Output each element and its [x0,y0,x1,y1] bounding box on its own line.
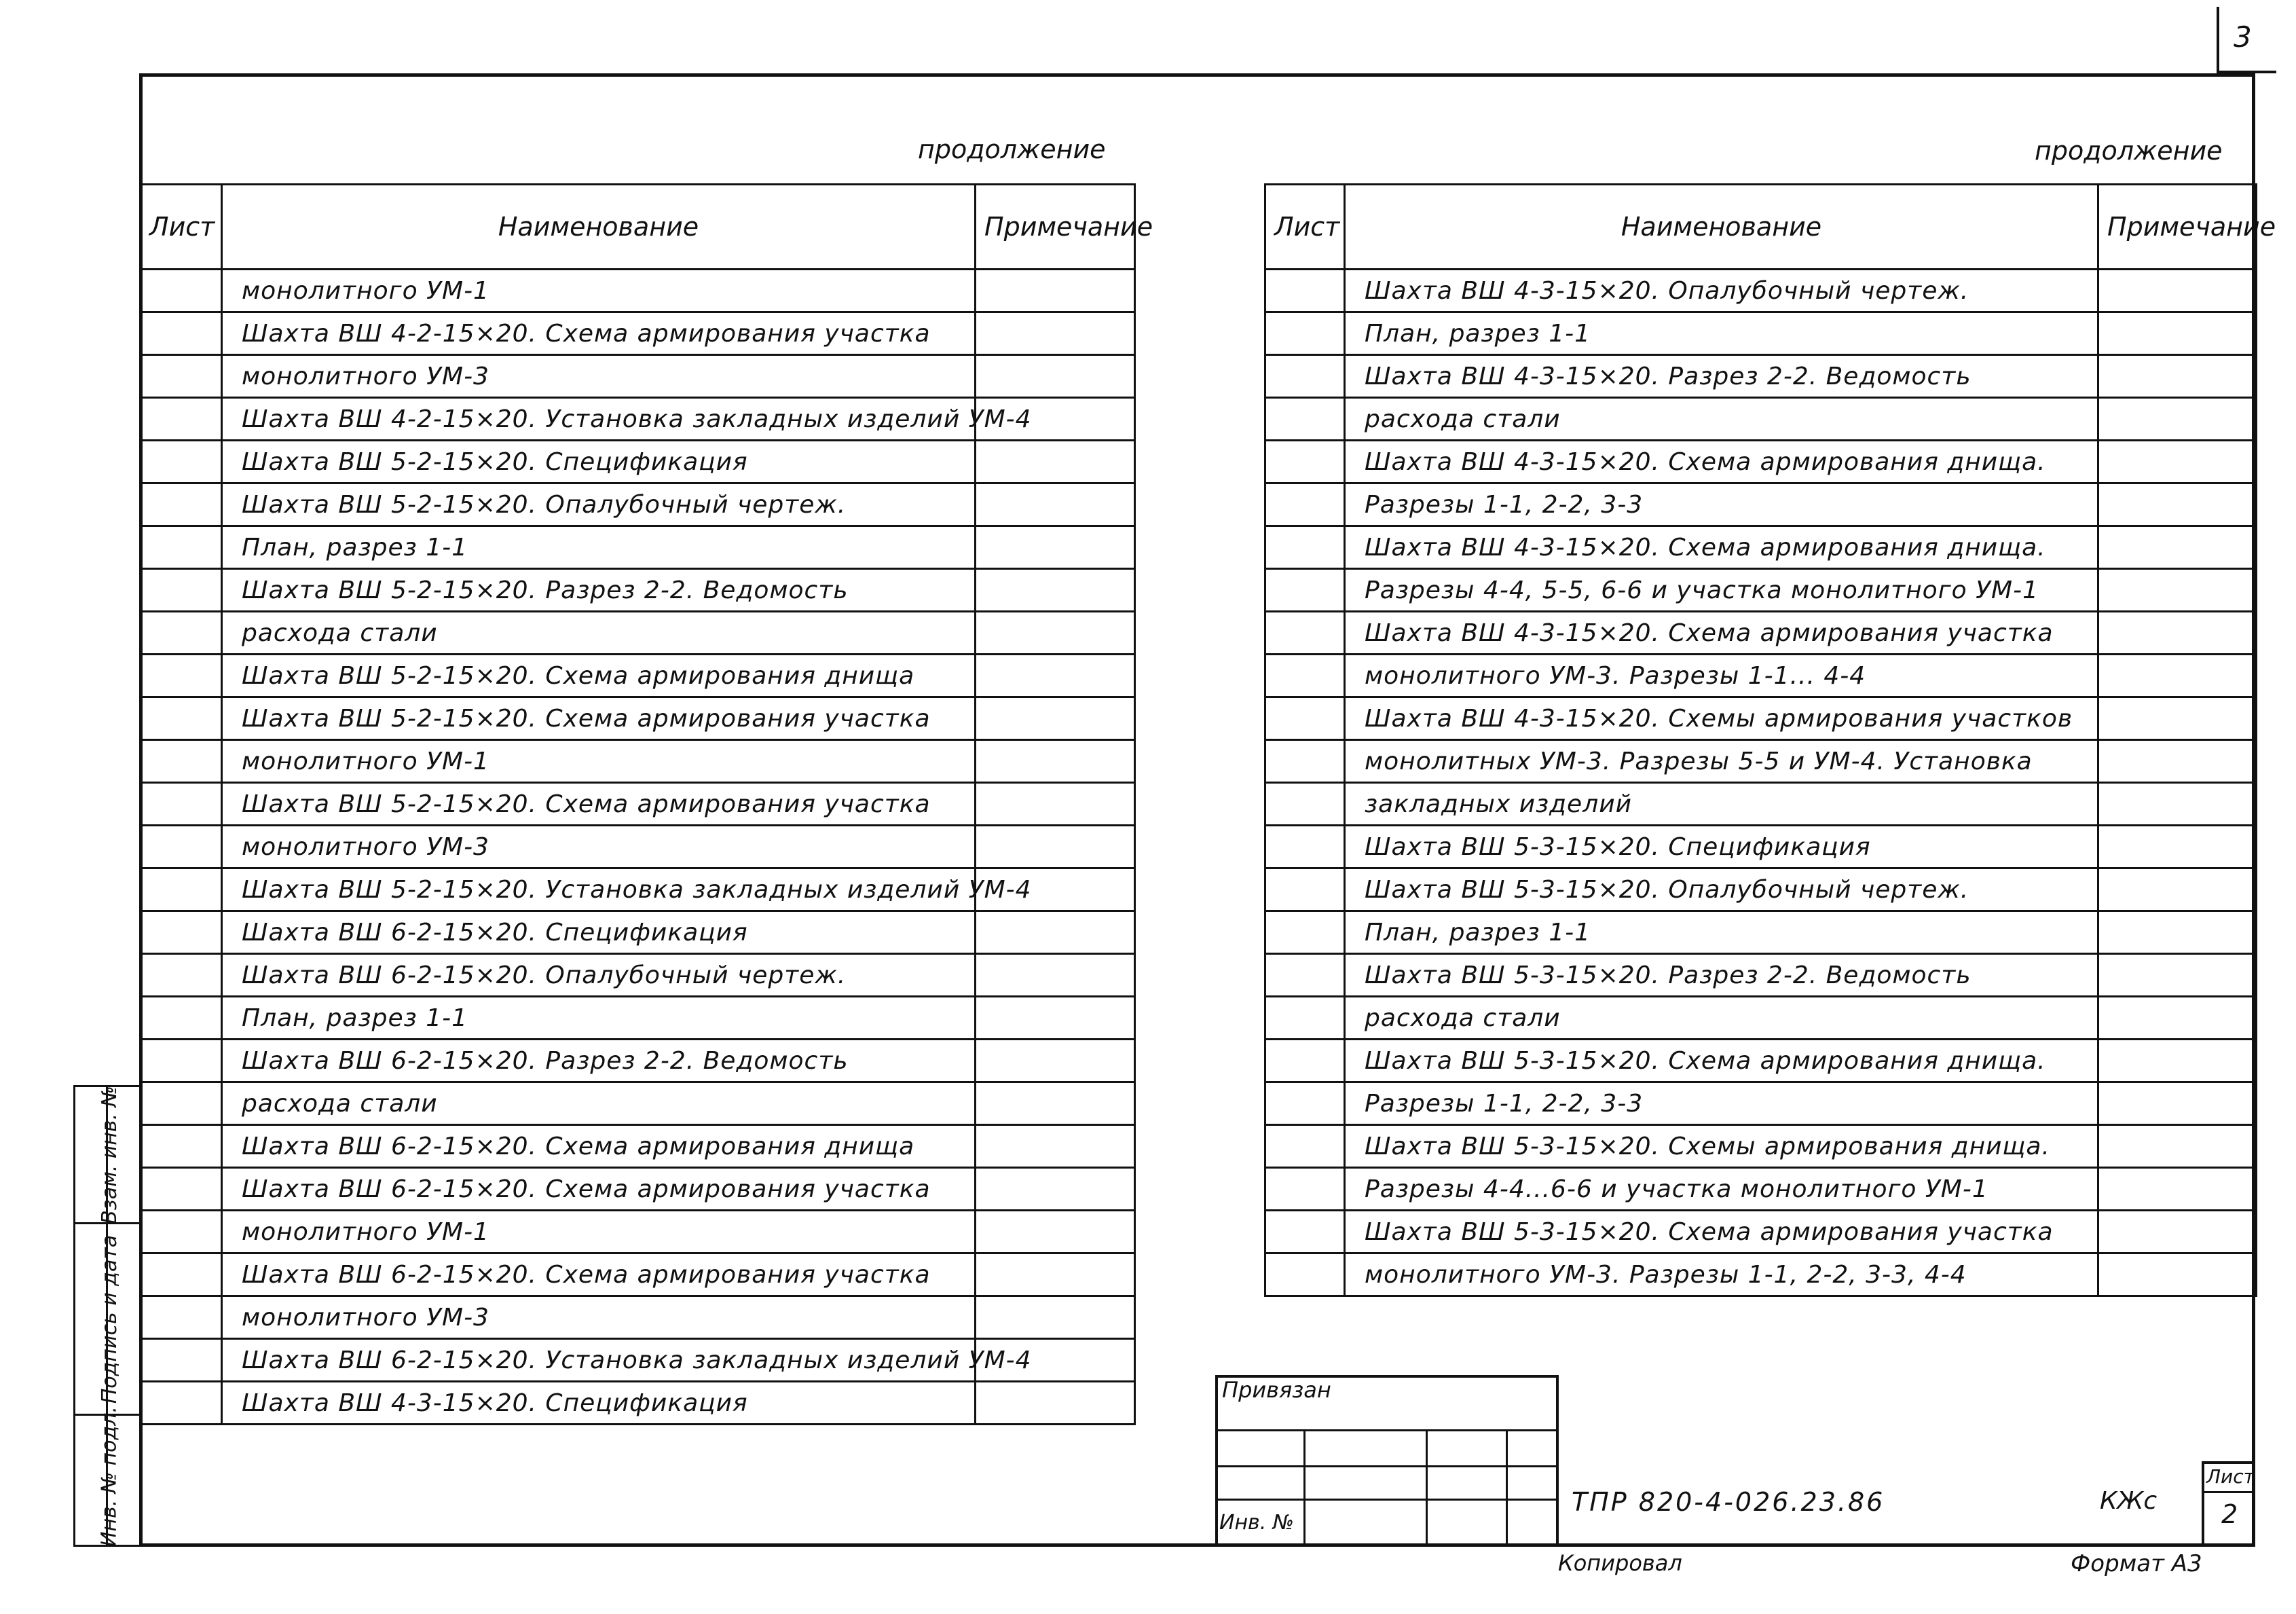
cell-sheet [141,1382,222,1425]
table-row [1265,1168,2257,1211]
cell-name: расхода стали [222,1082,976,1125]
cell-note [976,441,1135,483]
cell-name: Шахта ВШ 4-3-15×20. Спецификация [222,1382,976,1425]
table-row [141,569,1135,612]
cell-sheet [141,997,222,1040]
cell-sheet [1265,740,1345,783]
cell-sheet [141,483,222,526]
cell-name: Шахта ВШ 6-2-15×20. Схема армирования участка [222,1168,976,1211]
cell-note [976,1296,1135,1339]
cell-sheet [141,1296,222,1339]
cell-name: Шахта ВШ 5-3-15×20. Схема армирования участка [1345,1211,2098,1253]
table-header-row [1265,185,2257,270]
table-row [141,1382,1135,1425]
table-row [1265,1125,2257,1168]
table-row [1265,954,2257,997]
cell-note [2098,398,2257,441]
cell-name: монолитного УМ-3. Разрезы 1-1... 4-4 [1345,655,2098,697]
cell-sheet [141,1211,222,1253]
cell-note [976,740,1135,783]
cell-sheet [1265,441,1345,483]
table-row [141,1211,1135,1253]
cell-name: монолитного УМ-1 [222,740,976,783]
stamp-line [1506,1429,1508,1547]
cell-name: монолитного УМ-1 [222,270,976,312]
cell-name: Шахта ВШ 6-2-15×20. Спецификация [222,911,976,954]
cell-name: монолитного УМ-1 [222,1211,976,1253]
format-label: Формат А3 [2071,1550,2202,1577]
cell-name: Шахта ВШ 4-3-15×20. Схемы армирования участков [1345,697,2098,740]
cell-note [2098,1168,2257,1211]
cell-name: Шахта ВШ 4-3-15×20. Разрез 2-2. Ведомость [1345,355,2098,398]
table-row [141,1253,1135,1296]
table-row [1265,398,2257,441]
table-row [141,398,1135,441]
cell-note [2098,355,2257,398]
stamp-line [1426,1429,1428,1547]
table-row [1265,312,2257,355]
cell-sheet [141,312,222,355]
cell-sheet [1265,1040,1345,1082]
table-row [141,997,1135,1040]
cell-sheet [141,1040,222,1082]
cell-sheet [141,826,222,868]
cell-sheet [1265,783,1345,826]
side-box-inv-original [73,1406,143,1547]
sheet-label: Лист [2206,1465,2255,1488]
table-row [141,483,1135,526]
table-row [1265,868,2257,911]
cell-note [976,1082,1135,1125]
table-row [141,740,1135,783]
cell-note [2098,740,2257,783]
cell-sheet [1265,312,1345,355]
table-row [141,526,1135,569]
cell-name: Шахта ВШ 5-3-15×20. Схема армирования днища. [1345,1040,2098,1082]
cell-name: монолитных УМ-3. Разрезы 5-5 и УМ-4. Установка [1345,740,2098,783]
table-row [141,441,1135,483]
table-row [1265,740,2257,783]
cell-name: Шахта ВШ 5-2-15×20. Спецификация [222,441,976,483]
table-row [1265,270,2257,312]
table-row [141,1125,1135,1168]
table-row [1265,569,2257,612]
cell-note [2098,826,2257,868]
cell-name: монолитного УМ-3. Разрезы 1-1, 2-2, 3-3, 4-4 [1345,1253,2098,1296]
cell-name: Шахта ВШ 5-3-15×20. Спецификация [1345,826,2098,868]
cell-sheet [1265,483,1345,526]
side-label-inv-substitute: Взам. инв. № [98,1085,122,1224]
table-header-row [141,185,1135,270]
cell-sheet [1265,911,1345,954]
column-header-note: Примечание [976,185,1135,270]
cell-note [976,1168,1135,1211]
table-row [1265,1082,2257,1125]
cell-name: Шахта ВШ 4-3-15×20. Схема армирования днища. [1345,441,2098,483]
cell-note [976,1040,1135,1082]
cell-sheet [141,1253,222,1296]
cell-name: Шахта ВШ 5-2-15×20. Опалубочный чертеж. [222,483,976,526]
table-row [1265,826,2257,868]
cell-note [976,783,1135,826]
cell-note [2098,526,2257,569]
document-mark: КЖс [2100,1487,2158,1515]
cell-name: План, разрез 1-1 [1345,911,2098,954]
cell-sheet [141,1125,222,1168]
table-row [1265,355,2257,398]
cell-name: Шахта ВШ 5-2-15×20. Разрез 2-2. Ведомость [222,569,976,612]
cell-sheet [141,569,222,612]
cell-sheet [1265,697,1345,740]
cell-name: Шахта ВШ 6-2-15×20. Установка закладных изделий УМ-4 [222,1339,976,1382]
cell-name: Шахта ВШ 5-2-15×20. Схема армирования участка [222,697,976,740]
cell-note [2098,697,2257,740]
cell-sheet [1265,1082,1345,1125]
table-row [1265,911,2257,954]
cell-name: Разрезы 4-4, 5-5, 6-6 и участка монолитного УМ-1 [1345,569,2098,612]
cell-sheet [1265,612,1345,655]
cell-note [2098,1211,2257,1253]
table-row [141,911,1135,954]
cell-name: Шахта ВШ 5-2-15×20. Схема армирования участка [222,783,976,826]
table-row [141,612,1135,655]
cell-note [976,612,1135,655]
table-row [141,826,1135,868]
cell-note [976,312,1135,355]
stamp-line [2202,1491,2255,1493]
cell-name: расхода стали [222,612,976,655]
table-row [1265,441,2257,483]
cell-sheet [141,355,222,398]
table-row [141,312,1135,355]
cell-note [2098,612,2257,655]
cell-note [2098,1253,2257,1296]
table-row [141,1168,1135,1211]
cell-sheet [1265,868,1345,911]
cell-name: Шахта ВШ 5-3-15×20. Разрез 2-2. Ведомость [1345,954,2098,997]
cell-name: Шахта ВШ 6-2-15×20. Схема армирования днища [222,1125,976,1168]
cell-name: Шахта ВШ 5-3-15×20. Схемы армирования днища. [1345,1125,2098,1168]
cell-sheet [141,868,222,911]
table-row [1265,1253,2257,1296]
cell-name: Разрезы 1-1, 2-2, 3-3 [1345,1082,2098,1125]
cell-note [976,355,1135,398]
table-row [141,697,1135,740]
table-row [1265,783,2257,826]
cell-sheet [141,441,222,483]
table-row [141,1082,1135,1125]
cell-sheet [141,911,222,954]
cell-sheet [141,612,222,655]
cell-note [976,954,1135,997]
table-row [1265,526,2257,569]
stamp-line [1303,1429,1306,1547]
cell-sheet [1265,526,1345,569]
cell-name: Шахта ВШ 6-2-15×20. Схема армирования участка [222,1253,976,1296]
cell-note [2098,1125,2257,1168]
cell-note [2098,1040,2257,1082]
column-header-name: Наименование [1345,185,2098,270]
cell-note [976,1382,1135,1425]
continuation-label-right: продолжение [2035,136,2223,166]
cell-note [2098,655,2257,697]
cell-sheet [1265,954,1345,997]
table-row [1265,997,2257,1040]
cell-note [976,270,1135,312]
cell-name: План, разрез 1-1 [1345,312,2098,355]
cell-name: Разрезы 4-4...6-6 и участка монолитного УМ-1 [1345,1168,2098,1211]
cell-note [2098,783,2257,826]
cell-name: Разрезы 1-1, 2-2, 3-3 [1345,483,2098,526]
table-row [1265,1211,2257,1253]
cell-name: Шахта ВШ 5-2-15×20. Схема армирования днища [222,655,976,697]
cell-sheet [141,1082,222,1125]
cell-sheet [1265,997,1345,1040]
table-row [1265,697,2257,740]
cell-sheet [141,783,222,826]
cell-note [2098,441,2257,483]
cell-note [2098,911,2257,954]
side-label-signature-date: Подпись и дата [98,1234,122,1404]
column-header-sheet: Лист [141,185,222,270]
cell-note [2098,483,2257,526]
table-row [141,868,1135,911]
sheet-list-table-right [1264,183,2276,1297]
cell-name: Шахта ВШ 4-3-15×20. Схема армирования днища. [1345,526,2098,569]
cell-note [976,526,1135,569]
cell-name: монолитного УМ-3 [222,355,976,398]
cell-sheet [141,655,222,697]
stamp-inv-no-label: Инв. № [1219,1511,1295,1535]
cell-note [976,1125,1135,1168]
cell-name: План, разрез 1-1 [222,997,976,1040]
table-row [141,270,1135,312]
cell-name: Шахта ВШ 4-2-15×20. Схема армирования участка [222,312,976,355]
cell-sheet [1265,1125,1345,1168]
cell-note [2098,954,2257,997]
table-row [141,655,1135,697]
cell-note [976,1211,1135,1253]
table-row [141,1339,1135,1382]
cell-sheet [1265,1253,1345,1296]
cell-sheet [141,398,222,441]
cell-sheet [1265,1211,1345,1253]
cell-sheet [1265,398,1345,441]
cell-note [2098,1082,2257,1125]
cell-note [2098,868,2257,911]
continuation-label-left: продолжение [918,134,1106,164]
cell-sheet [141,697,222,740]
table-row [141,783,1135,826]
cell-sheet [1265,270,1345,312]
cell-name: монолитного УМ-3 [222,826,976,868]
cell-sheet [1265,1168,1345,1211]
cell-name: Шахта ВШ 5-3-15×20. Опалубочный чертеж. [1345,868,2098,911]
sheet-number: 2 [2221,1499,2238,1529]
cell-name: Шахта ВШ 4-2-15×20. Установка закладных изделий УМ-4 [222,398,976,441]
side-box-inv-substitute [73,1085,143,1224]
cell-note [2098,569,2257,612]
page-number: 3 [2234,20,2252,54]
table-row [1265,612,2257,655]
cell-name: Шахта ВШ 6-2-15×20. Опалубочный чертеж. [222,954,976,997]
cell-note [976,483,1135,526]
cell-sheet [1265,569,1345,612]
table-row [141,954,1135,997]
cell-sheet [1265,826,1345,868]
cell-name: Шахта ВШ 4-3-15×20. Схема армирования участка [1345,612,2098,655]
cell-sheet [141,740,222,783]
document-code: ТПР 820-4-026.23.86 [1572,1487,1885,1517]
cell-name: Шахта ВШ 5-2-15×20. Установка закладных изделий УМ-4 [222,868,976,911]
copied-label: Копировал [1558,1550,1682,1576]
cell-name: План, разрез 1-1 [222,526,976,569]
cell-note [976,997,1135,1040]
cell-sheet [141,1168,222,1211]
column-header-sheet: Лист [1265,185,1345,270]
cell-note [976,697,1135,740]
cell-sheet [141,954,222,997]
cell-name: монолитного УМ-3 [222,1296,976,1339]
cell-name: расхода стали [1345,398,2098,441]
table-row [1265,1040,2257,1082]
cell-note [976,569,1135,612]
cell-note [2098,997,2257,1040]
cell-note [976,911,1135,954]
cell-note [2098,270,2257,312]
cell-sheet [141,270,222,312]
cell-name: расхода стали [1345,997,2098,1040]
cell-name: Шахта ВШ 6-2-15×20. Разрез 2-2. Ведомость [222,1040,976,1082]
cell-note [976,1253,1135,1296]
table-row [141,355,1135,398]
cell-sheet [1265,655,1345,697]
cell-sheet [141,1339,222,1382]
table-row [141,1040,1135,1082]
cell-note [976,826,1135,868]
cell-sheet [141,526,222,569]
sheet-list-table-left [139,183,1153,1425]
side-box-signature-date [73,1222,143,1416]
cell-note [976,655,1135,697]
side-label-inv-original: Инв. № подл. [97,1406,122,1547]
table-row [141,1296,1135,1339]
stamp-bound-label: Привязан [1222,1377,1331,1403]
cell-name: Шахта ВШ 4-3-15×20. Опалубочный чертеж. [1345,270,2098,312]
cell-name: закладных изделий [1345,783,2098,826]
column-header-name: Наименование [222,185,976,270]
cell-note [2098,312,2257,355]
table-row [1265,483,2257,526]
column-header-note: Примечание [2098,185,2257,270]
table-row [1265,655,2257,697]
cell-sheet [1265,355,1345,398]
